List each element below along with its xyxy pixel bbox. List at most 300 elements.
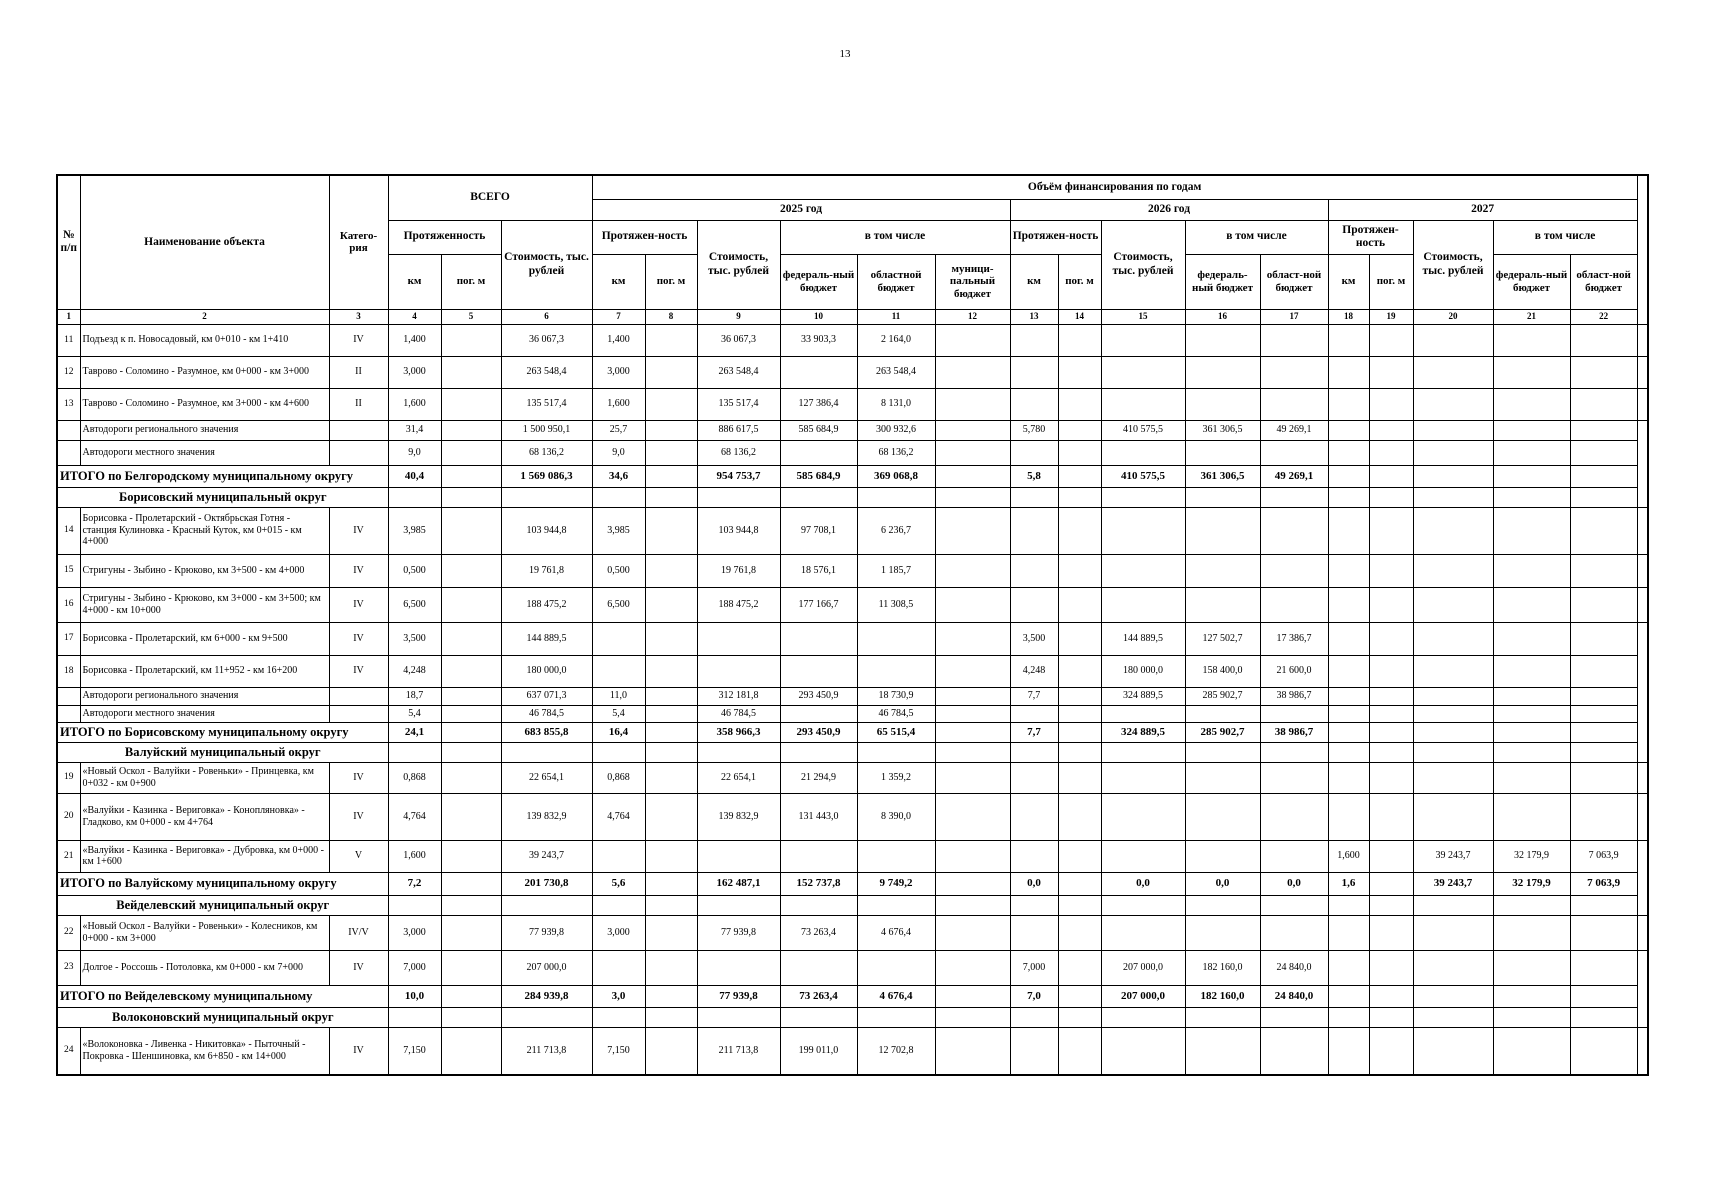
empty-cell	[1570, 895, 1637, 915]
value-cell	[645, 915, 697, 950]
value-cell	[780, 655, 857, 687]
value-cell: 4,764	[388, 793, 441, 840]
value-cell: 312 181,8	[697, 687, 780, 705]
subtotal-row	[57, 440, 1648, 465]
empty-cell	[501, 1007, 592, 1027]
pog-m-header: пог. м	[441, 254, 501, 309]
value-cell	[645, 622, 697, 655]
value-cell	[1058, 440, 1101, 465]
row-index	[57, 705, 80, 722]
value-cell: 7,000	[1010, 950, 1058, 985]
row-index: 15	[57, 554, 80, 587]
value-cell	[1058, 722, 1101, 742]
value-cell	[1260, 554, 1328, 587]
value-cell	[1570, 1027, 1637, 1075]
value-cell	[1010, 554, 1058, 587]
value-cell: 3,000	[592, 915, 645, 950]
value-cell: 21 294,9	[780, 762, 857, 793]
empty-cell	[1493, 895, 1570, 915]
object-name: «Валуйки - Казинка - Вериговка» - Конопляновка» - Гладково, км 0+000 - км 4+764	[80, 793, 329, 840]
value-cell: 1,400	[592, 324, 645, 356]
value-cell: 7,0	[1010, 985, 1058, 1007]
value-cell	[645, 356, 697, 388]
value-cell	[1570, 705, 1637, 722]
value-cell	[935, 356, 1010, 388]
column-number: 2	[80, 309, 329, 324]
value-cell	[1493, 762, 1570, 793]
empty-cell	[1058, 742, 1101, 762]
value-cell	[1413, 950, 1493, 985]
row-index: 14	[57, 507, 80, 554]
value-cell: 177 166,7	[780, 587, 857, 622]
object-name: Борисовка - Пролетарский, км 6+000 - км 9+500	[80, 622, 329, 655]
value-cell	[935, 440, 1010, 465]
value-cell	[441, 950, 501, 985]
value-cell	[1493, 722, 1570, 742]
value-cell: 182 160,0	[1185, 950, 1260, 985]
empty-cell	[1058, 895, 1101, 915]
value-cell	[1328, 622, 1369, 655]
value-cell: 201 730,8	[501, 872, 592, 895]
value-cell	[1010, 507, 1058, 554]
empty-cell	[441, 895, 501, 915]
value-cell	[1101, 915, 1185, 950]
empty-cell	[1413, 487, 1493, 507]
object-name: «Новый Оскол - Валуйки - Ровеньки» - Колесников, км 0+000 - км 3+000	[80, 915, 329, 950]
value-cell	[857, 950, 935, 985]
value-cell	[592, 840, 645, 872]
value-cell	[1493, 655, 1570, 687]
value-cell	[1570, 950, 1637, 985]
value-cell	[1493, 507, 1570, 554]
value-cell	[645, 655, 697, 687]
value-cell	[1369, 655, 1413, 687]
value-cell	[1369, 420, 1413, 440]
category-cell: V	[329, 840, 388, 872]
value-cell	[1010, 915, 1058, 950]
value-cell: 144 889,5	[1101, 622, 1185, 655]
value-cell	[1570, 356, 1637, 388]
cost-2026-header: Стоимость, тыс. рублей	[1101, 220, 1185, 309]
empty-cell	[780, 895, 857, 915]
value-cell	[780, 950, 857, 985]
total-label: ИТОГО по Вейделевскому муниципальному	[57, 985, 388, 1007]
value-cell	[935, 722, 1010, 742]
value-cell: 293 450,9	[780, 722, 857, 742]
column-number: 15	[1101, 309, 1185, 324]
total-cost-header: Стоимость, тыс. рублей	[501, 220, 592, 309]
table-body	[57, 324, 1648, 1075]
value-cell	[1185, 705, 1260, 722]
value-cell	[592, 655, 645, 687]
empty-cell	[935, 487, 1010, 507]
value-cell	[1328, 705, 1369, 722]
value-cell	[645, 420, 697, 440]
value-cell: 1 185,7	[857, 554, 935, 587]
category-cell	[329, 440, 388, 465]
column-number: 14	[1058, 309, 1101, 324]
value-cell	[935, 762, 1010, 793]
value-cell	[1369, 356, 1413, 388]
table-row	[57, 356, 1648, 388]
value-cell	[1413, 985, 1493, 1007]
value-cell: 0,0	[1260, 872, 1328, 895]
value-cell: 39 243,7	[501, 840, 592, 872]
value-cell	[645, 388, 697, 420]
value-cell: 22 654,1	[501, 762, 592, 793]
value-cell: 7,2	[388, 872, 441, 895]
value-cell: 5,8	[1010, 465, 1058, 487]
value-cell	[1185, 840, 1260, 872]
district-name: Борисовский муниципальный округ	[57, 487, 388, 507]
value-cell	[1101, 762, 1185, 793]
value-cell: 3,000	[388, 356, 441, 388]
value-cell: 127 386,4	[780, 388, 857, 420]
value-cell	[1493, 687, 1570, 705]
value-cell	[1101, 840, 1185, 872]
value-cell	[1260, 440, 1328, 465]
object-name: Подъезд к п. Новосадовый, км 0+010 - км 1+410	[80, 324, 329, 356]
value-cell	[441, 587, 501, 622]
value-cell: 36 067,3	[697, 324, 780, 356]
value-cell: 7,7	[1010, 687, 1058, 705]
empty-cell	[441, 1007, 501, 1027]
value-cell	[1010, 388, 1058, 420]
value-cell	[441, 554, 501, 587]
value-cell: 1 359,2	[857, 762, 935, 793]
length-2025-header: Протяжен-ность	[592, 220, 697, 254]
subtotal-row	[57, 420, 1648, 440]
empty-cell	[1185, 487, 1260, 507]
value-cell: 24 840,0	[1260, 985, 1328, 1007]
value-cell: 135 517,4	[697, 388, 780, 420]
value-cell: 19 761,8	[501, 554, 592, 587]
value-cell: 131 443,0	[780, 793, 857, 840]
value-cell: 0,868	[388, 762, 441, 793]
value-cell	[1413, 388, 1493, 420]
column-number: 22	[1570, 309, 1637, 324]
value-cell: 11 308,5	[857, 587, 935, 622]
value-cell: 5,6	[592, 872, 645, 895]
value-cell	[1493, 420, 1570, 440]
empty-cell	[857, 742, 935, 762]
value-cell	[935, 587, 1010, 622]
value-cell: 9 749,2	[857, 872, 935, 895]
column-number: 6	[501, 309, 592, 324]
value-cell	[1185, 762, 1260, 793]
empty-cell	[1185, 895, 1260, 915]
value-cell	[1369, 1027, 1413, 1075]
value-cell	[1369, 324, 1413, 356]
cost-2025-header: Стоимость, тыс. рублей	[697, 220, 780, 309]
value-cell: 188 475,2	[697, 587, 780, 622]
value-cell: 263 548,4	[857, 356, 935, 388]
category-cell: II	[329, 356, 388, 388]
value-cell	[645, 687, 697, 705]
value-cell	[1058, 554, 1101, 587]
value-cell	[1260, 507, 1328, 554]
value-cell	[1328, 587, 1369, 622]
value-cell: 5,4	[388, 705, 441, 722]
total-row	[57, 985, 1648, 1007]
value-cell	[1637, 554, 1648, 587]
value-cell	[645, 722, 697, 742]
column-number: 17	[1260, 309, 1328, 324]
value-cell: 68 136,2	[697, 440, 780, 465]
empty-cell	[1328, 1007, 1369, 1027]
value-cell: 0,500	[388, 554, 441, 587]
value-cell	[1493, 705, 1570, 722]
value-cell	[857, 622, 935, 655]
value-cell: 263 548,4	[697, 356, 780, 388]
value-cell: 369 068,8	[857, 465, 935, 487]
value-cell	[1260, 356, 1328, 388]
value-cell	[1413, 655, 1493, 687]
value-cell: 46 784,5	[857, 705, 935, 722]
value-cell: 103 944,8	[501, 507, 592, 554]
value-cell	[1493, 622, 1570, 655]
value-cell: 585 684,9	[780, 465, 857, 487]
value-cell	[1260, 762, 1328, 793]
value-cell	[1413, 1027, 1493, 1075]
value-cell: 127 502,7	[1185, 622, 1260, 655]
value-cell: 180 000,0	[501, 655, 592, 687]
empty-cell	[1570, 487, 1637, 507]
value-cell: 4 676,4	[857, 915, 935, 950]
value-cell: 1,600	[388, 840, 441, 872]
regional-header: област-ной бюджет	[1570, 254, 1637, 309]
value-cell: 3,0	[592, 985, 645, 1007]
value-cell	[1328, 507, 1369, 554]
table-row	[57, 793, 1648, 840]
value-cell	[645, 1027, 697, 1075]
value-cell	[441, 388, 501, 420]
object-name: Борисовка - Пролетарский - Октябрьская Готня - станция Кулиновка - Красный Куток, км 0+015 - км 4+000	[80, 507, 329, 554]
value-cell	[935, 507, 1010, 554]
value-cell	[935, 1027, 1010, 1075]
row-index	[57, 420, 80, 440]
year-2027-header: 2027	[1328, 199, 1637, 220]
value-cell	[1570, 554, 1637, 587]
value-cell	[1570, 793, 1637, 840]
value-cell	[441, 840, 501, 872]
category-cell: IV	[329, 793, 388, 840]
value-cell	[935, 465, 1010, 487]
value-cell: 410 575,5	[1101, 465, 1185, 487]
category-cell: IV	[329, 1027, 388, 1075]
value-cell	[1058, 388, 1101, 420]
value-cell: 1,400	[388, 324, 441, 356]
value-cell: 18 730,9	[857, 687, 935, 705]
value-cell: 5,4	[592, 705, 645, 722]
category-cell: IV	[329, 554, 388, 587]
value-cell	[1058, 622, 1101, 655]
value-cell	[1369, 554, 1413, 587]
value-cell	[1328, 915, 1369, 950]
value-cell	[1369, 388, 1413, 420]
value-cell	[441, 622, 501, 655]
empty-cell	[857, 487, 935, 507]
value-cell	[1260, 840, 1328, 872]
value-cell: 0,0	[1101, 872, 1185, 895]
category-cell	[329, 705, 388, 722]
value-cell	[1493, 587, 1570, 622]
subtotal-row	[57, 687, 1648, 705]
value-cell	[1413, 507, 1493, 554]
column-number: 18	[1328, 309, 1369, 324]
value-cell	[1493, 985, 1570, 1007]
value-cell: 77 939,8	[697, 915, 780, 950]
value-cell	[697, 840, 780, 872]
value-cell	[1260, 705, 1328, 722]
value-cell	[1058, 687, 1101, 705]
table-row	[57, 915, 1648, 950]
empty-cell	[1369, 487, 1413, 507]
value-cell	[935, 950, 1010, 985]
row-index: 16	[57, 587, 80, 622]
empty-cell	[592, 895, 645, 915]
value-cell	[1637, 1027, 1648, 1075]
value-cell	[1637, 324, 1648, 356]
value-cell: 77 939,8	[697, 985, 780, 1007]
object-name: «Волоконовка - Ливенка - Никитовка» - Пыточный - Покровка - Шеншиновка, км 6+850 - км 14+000	[80, 1027, 329, 1075]
value-cell	[935, 324, 1010, 356]
value-cell	[1185, 388, 1260, 420]
value-cell: 152 737,8	[780, 872, 857, 895]
value-cell	[1010, 440, 1058, 465]
value-cell: 12 702,8	[857, 1027, 935, 1075]
value-cell	[1101, 793, 1185, 840]
value-cell	[1413, 554, 1493, 587]
value-cell: 49 269,1	[1260, 465, 1328, 487]
value-cell	[1570, 324, 1637, 356]
empty-cell	[1101, 487, 1185, 507]
empty-cell	[388, 1007, 441, 1027]
object-name: Стригуны - Зыбино - Крюково, км 3+000 - км 3+500; км 4+000 - км 10+000	[80, 587, 329, 622]
value-cell	[1413, 915, 1493, 950]
value-cell	[1570, 687, 1637, 705]
empty-cell	[645, 1007, 697, 1027]
value-cell: 4,248	[388, 655, 441, 687]
table-row	[57, 762, 1648, 793]
value-cell	[1058, 1027, 1101, 1075]
value-cell	[697, 655, 780, 687]
value-cell	[1010, 840, 1058, 872]
value-cell	[935, 985, 1010, 1007]
financing-table	[56, 174, 1649, 1076]
km-header: км	[388, 254, 441, 309]
value-cell: 180 000,0	[1101, 655, 1185, 687]
incl-2025-header: в том числе	[780, 220, 1010, 254]
value-cell	[645, 554, 697, 587]
value-cell	[1058, 762, 1101, 793]
row-index: 12	[57, 356, 80, 388]
column-number: 11	[857, 309, 935, 324]
value-cell	[441, 1027, 501, 1075]
empty-cell	[857, 1007, 935, 1027]
empty-cell	[697, 742, 780, 762]
value-cell: 361 306,5	[1185, 465, 1260, 487]
value-cell	[441, 915, 501, 950]
column-number: 8	[645, 309, 697, 324]
empty-cell	[592, 487, 645, 507]
value-cell	[1185, 554, 1260, 587]
empty-cell	[780, 487, 857, 507]
value-cell	[1058, 465, 1101, 487]
value-cell	[697, 950, 780, 985]
value-cell: 49 269,1	[1260, 420, 1328, 440]
empty-cell	[1328, 487, 1369, 507]
value-cell: 199 011,0	[780, 1027, 857, 1075]
district-header-row	[57, 895, 1648, 915]
row-index: 24	[57, 1027, 80, 1075]
value-cell: 207 000,0	[1101, 985, 1185, 1007]
value-cell	[1058, 985, 1101, 1007]
value-cell: 38 986,7	[1260, 722, 1328, 742]
value-cell	[1101, 324, 1185, 356]
value-cell	[1010, 356, 1058, 388]
empty-cell	[501, 742, 592, 762]
value-cell: 293 450,9	[780, 687, 857, 705]
column-number: 7	[592, 309, 645, 324]
length-2027-header: Протяжен-ность	[1328, 220, 1413, 254]
value-cell	[935, 655, 1010, 687]
value-cell	[1185, 507, 1260, 554]
pog-m-header: пог. м	[1369, 254, 1413, 309]
value-cell	[1413, 687, 1493, 705]
value-cell	[1369, 872, 1413, 895]
value-cell: 4,248	[1010, 655, 1058, 687]
value-cell: 17 386,7	[1260, 622, 1328, 655]
empty-cell	[697, 1007, 780, 1027]
value-cell: 1 500 950,1	[501, 420, 592, 440]
empty-cell	[1413, 742, 1493, 762]
value-cell	[1413, 705, 1493, 722]
value-cell	[935, 793, 1010, 840]
value-cell	[780, 622, 857, 655]
value-cell: 4 676,4	[857, 985, 935, 1007]
empty-cell	[1260, 742, 1328, 762]
value-cell	[1185, 440, 1260, 465]
object-name: Таврово - Соломино - Разумное, км 0+000 - км 3+000	[80, 356, 329, 388]
empty-cell	[1493, 1007, 1570, 1027]
value-cell	[645, 840, 697, 872]
value-cell	[1058, 950, 1101, 985]
value-cell	[1637, 762, 1648, 793]
value-cell	[645, 872, 697, 895]
total-label: ИТОГО по Белгородскому муниципальному округу	[57, 465, 388, 487]
total-group-header: ВСЕГО	[388, 175, 592, 220]
value-cell: 211 713,8	[697, 1027, 780, 1075]
column-number-row	[57, 309, 1648, 324]
value-cell: 158 400,0	[1185, 655, 1260, 687]
value-cell: 1,600	[1328, 840, 1369, 872]
value-cell	[1260, 1027, 1328, 1075]
value-cell: 16,4	[592, 722, 645, 742]
value-cell	[1413, 440, 1493, 465]
value-cell	[1570, 420, 1637, 440]
value-cell: 33 903,3	[780, 324, 857, 356]
column-number: 19	[1369, 309, 1413, 324]
row-index: 17	[57, 622, 80, 655]
empty-cell	[1493, 487, 1570, 507]
value-cell	[1101, 705, 1185, 722]
value-cell	[1328, 793, 1369, 840]
value-cell	[1637, 587, 1648, 622]
value-cell	[441, 324, 501, 356]
value-cell: 1,600	[592, 388, 645, 420]
table-header	[57, 175, 1648, 324]
